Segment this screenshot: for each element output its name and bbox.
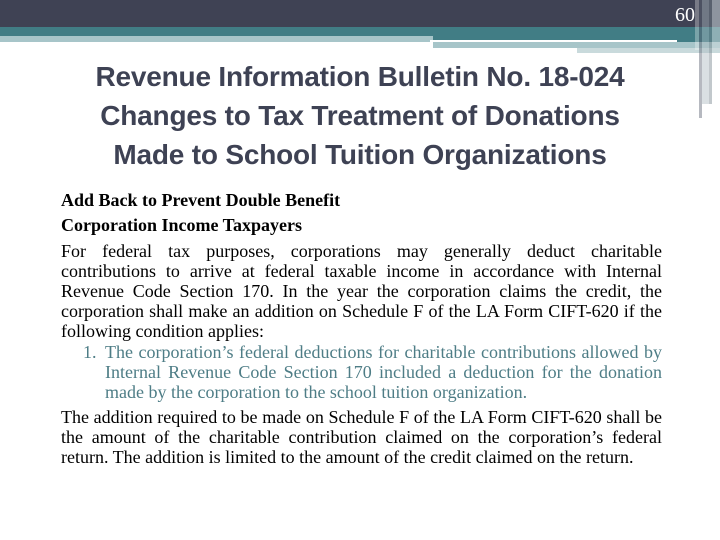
body-heading-add-back: Add Back to Prevent Double Benefit: [61, 190, 341, 210]
list-item-text: The corporation’s federal deductions for charitable contributions allowed by Internal Revenue Code Section 170 included a deduction for the donation made by the corporation to the school tuition organization.: [105, 342, 662, 402]
right-edge-stripe: [702, 0, 709, 104]
right-edge-stripe: [712, 0, 720, 50]
header-light-teal-bar-left: [0, 36, 433, 42]
slide-title-line-1: Revenue Information Bulletin No. 18-024: [95, 61, 625, 92]
header-slate-bar: [0, 0, 720, 27]
slide-number: 60: [675, 4, 695, 26]
body-paragraph-federal-tax: For federal tax purposes, corporations may generally deduct charitable contributions to arrive at federal taxable income in accordance with Internal Revenue Code Section 170. In the year the corporation claims the credit, the corporation shall make an addition on Schedule F of the LA Form CIFT-620 if the following condition applies:: [61, 241, 662, 341]
slide-body: [61, 188, 662, 467]
numbered-list-item-1: [61, 342, 662, 402]
slide-title-line-3: Made to School Tuition Organizations: [113, 139, 607, 170]
body-heading-corporation: Corporation Income Taxpayers: [61, 215, 303, 235]
slide-title: [20, 57, 700, 174]
slide-title-line-2: Changes to Tax Treatment of Donations: [100, 100, 620, 131]
body-paragraph-addition-required: The addition required to be made on Schedule F of the LA Form CIFT-620 shall be the amount of the charitable contribution claimed on the corporation’s federal return. The addition is limited to the amount of the credit claimed on the return.: [61, 407, 662, 467]
list-item-number: 1.: [83, 342, 97, 362]
